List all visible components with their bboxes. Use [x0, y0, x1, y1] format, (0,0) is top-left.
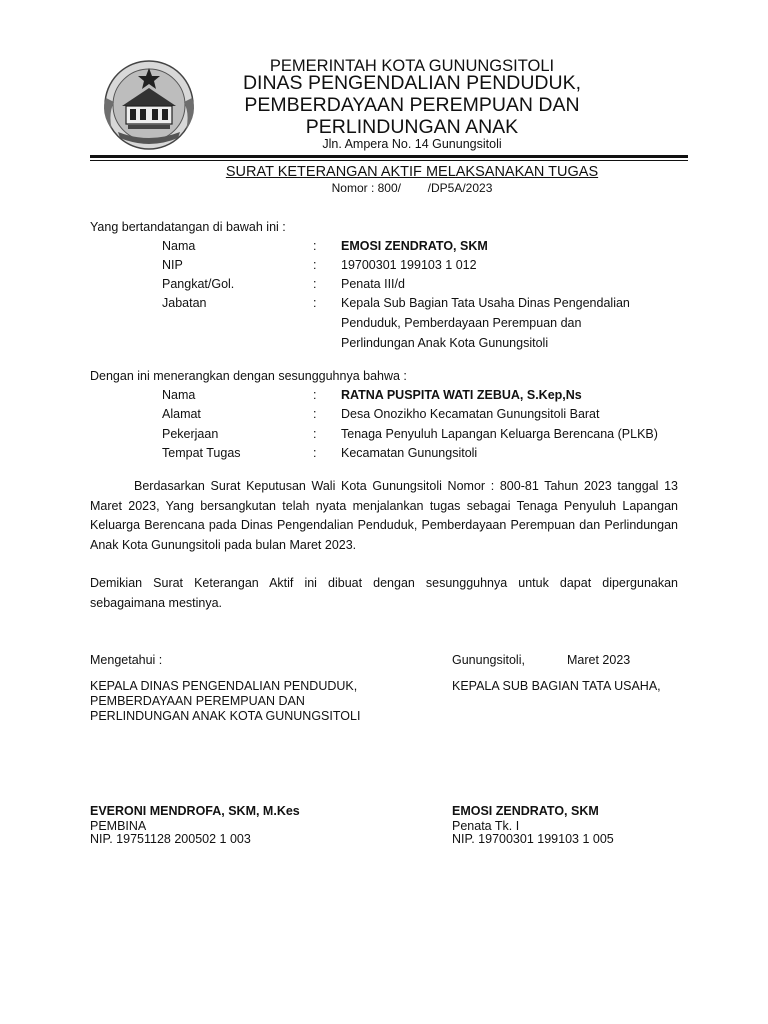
header-divider-thin [90, 160, 688, 161]
subject-occupation-label: Pekerjaan [162, 427, 219, 441]
subject-address-label: Alamat [162, 407, 201, 421]
signer-position-line-3: Perlindungan Anak Kota Gunungsitoli [341, 336, 549, 350]
left-position-line-3: PERLINDUNGAN ANAK KOTA GUNUNGSITOLI [90, 709, 361, 723]
letter-title: SURAT KETERANGAN AKTIF MELAKSANAKAN TUGAS [225, 164, 599, 180]
subject-address-value: Desa Onozikho Kecamatan Gunungsitoli Barat [341, 407, 600, 421]
signer-nip-value: 19700301 199103 1 012 [341, 258, 477, 272]
government-name: PEMERINTAH KOTA GUNUNGSITOLI [269, 57, 555, 75]
right-signer-name: EMOSI ZENDRATO, SKM [452, 804, 599, 818]
colon: : [313, 296, 317, 310]
signer-name-label: Nama [162, 239, 196, 253]
office-name-line-3: PERLINDUNGAN ANAK [305, 116, 519, 138]
left-signer-name: EVERONI MENDROFA, SKM, M.Kes [90, 804, 300, 818]
subject-intro: Dengan ini menerangkan dengan sesungguhnya bahwa : [90, 369, 407, 383]
office-name-line-2: PEMBERDAYAAN PEREMPUAN DAN [244, 94, 580, 116]
signer-position-label: Jabatan [162, 296, 207, 310]
subject-occupation-value: Tenaga Penyuluh Lapangan Keluarga Berencana (PLKB) [341, 427, 658, 441]
known-by-label: Mengetahui : [90, 653, 163, 667]
signer-nip-label: NIP [162, 258, 183, 272]
left-position-line-2: PEMBERDAYAAN PEREMPUAN DAN [90, 694, 305, 708]
signer-rank-value: Penata III/d [341, 277, 405, 291]
right-signer-rank: Penata Tk. I [452, 819, 520, 833]
colon: : [313, 427, 317, 441]
body-paragraph: Berdasarkan Surat Keputusan Wali Kota Gunungsitoli Nomor : 800-81 Tahun 2023 tanggal 13 Maret 2023, Yang bersangkutan telah nyata menjalankan tugas sebagai Tenaga Penyuluh Lapangan Keluarga Berencana pada Dinas Pengendalian Penduduk, Pemberdayaan Perempuan dan Perlindungan Anak Kota Gunungsitoli pada bulan Maret 2023. [90, 479, 678, 552]
signer-name-value: EMOSI ZENDRATO, SKM [341, 239, 488, 253]
left-signer-nip: NIP. 19751128 200502 1 003 [90, 832, 251, 846]
signing-place: Gunungsitoli, [452, 653, 525, 667]
letter-number: Nomor : 800/ /DP5A/2023 [331, 181, 493, 195]
right-position: KEPALA SUB BAGIAN TATA USAHA, [452, 679, 661, 693]
subject-name-label: Nama [162, 388, 196, 402]
signer-intro: Yang bertandatangan di bawah ini : [90, 220, 286, 234]
header-divider-thick [90, 155, 688, 158]
subject-duty-place-label: Tempat Tugas [162, 446, 241, 460]
left-position-line-1: KEPALA DINAS PENGENDALIAN PENDUDUK, [90, 679, 358, 693]
colon: : [313, 407, 317, 421]
signing-date: Maret 2023 [567, 653, 631, 667]
colon: : [313, 239, 317, 253]
closing-paragraph: Demikian Surat Keterangan Aktif ini dibuat dengan sesungguhnya untuk dapat dipergunakan sebagaimana mestinya. [90, 576, 678, 610]
subject-duty-place-value: Kecamatan Gunungsitoli [341, 446, 478, 460]
signer-position-line-2: Penduduk, Pemberdayaan Perempuan dan [341, 316, 582, 330]
right-signer-nip: NIP. 19700301 199103 1 005 [452, 832, 614, 846]
subject-name-value: RATNA PUSPITA WATI ZEBUA, S.Kep,Ns [341, 388, 582, 402]
colon: : [313, 388, 317, 402]
office-address: Jln. Ampera No. 14 Gunungsitoli [322, 137, 502, 151]
signer-position-line-1: Kepala Sub Bagian Tata Usaha Dinas Pengendalian [341, 296, 630, 310]
colon: : [313, 446, 317, 460]
office-name-line-1: DINAS PENGENDALIAN PENDUDUK, [242, 72, 582, 94]
left-signer-rank: PEMBINA [90, 819, 147, 833]
colon: : [313, 258, 317, 272]
colon: : [313, 277, 317, 291]
signer-rank-label: Pangkat/Gol. [162, 277, 235, 291]
